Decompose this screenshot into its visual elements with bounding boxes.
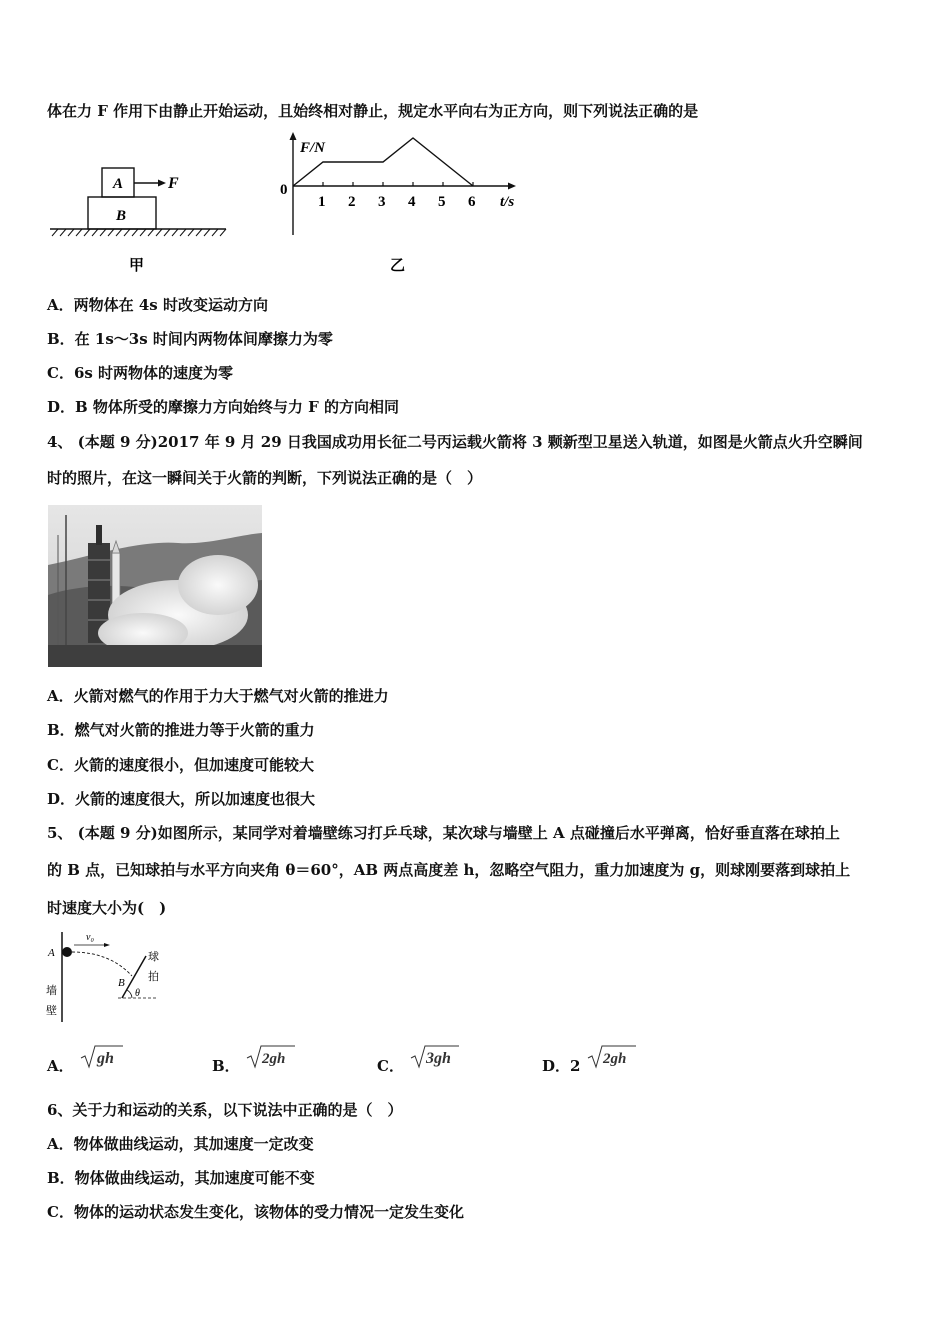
tick-label: 6 [468,194,476,210]
option-b: B．燃气对火箭的推进力等于火箭的重力 [47,721,315,739]
racket-label: 球 [148,950,159,963]
option-d [542,1043,636,1075]
option-b: B．在 1s～3s 时间内两物体间摩擦力为零 [47,330,333,348]
figure-caption-jia: 甲 [129,256,145,274]
force-label: F [168,175,179,192]
option-b [212,1043,295,1075]
tick-label: 1 [318,194,326,210]
v0-label: v₀ [86,932,94,943]
question-5-line-1: 5、 (本题 9 分)如图所示，某同学对着墙壁练习打乒乓球，某次球与墙壁上 A 点碰撞后水平弹离，恰好垂直落在球拍上 [47,824,840,842]
block-b-label: B [116,208,127,224]
block-a-label: A [113,176,124,192]
option-c [377,1043,459,1075]
option-letter: D． [542,1057,571,1075]
option-a: A．火箭对燃气的作用于力大于燃气对火箭的推进力 [47,687,389,705]
option-c: C．火箭的速度很小，但加速度可能较大 [47,756,314,774]
question-4-line-2: 时的照片，在这一瞬间关于火箭的判断，下列说法正确的是（ ） [47,469,483,487]
option-d: D．火箭的速度很大，所以加速度也很大 [47,790,316,808]
ball [62,947,72,957]
y-axis-label: F/N [300,140,326,156]
question-6-line-1: 6、关于力和运动的关系，以下说法中正确的是（ ） [47,1101,403,1119]
option-c: C．6s 时两物体的速度为零 [47,364,234,382]
option-a [47,1043,123,1075]
radicand: 2gh [261,1051,286,1067]
question-text-line: 体在力 F 作用下由静止开始运动，且始终相对静止，规定水平向右为正方向，则下列说法正确的是 [47,102,699,120]
tick-label: 2 [348,194,356,210]
point-b-label: B [118,977,125,989]
racket [122,956,146,998]
y-axis-arrow [290,132,297,140]
sqrt-expression [79,1043,123,1071]
origin-label: 0 [280,182,288,198]
question-4-line-1: 4、 (本题 9 分)2017 年 9 月 29 日我国成功用长征二号丙运载火箭将 3 颗新型卫星送入轨道，如图是火箭点火升空瞬间 [47,433,863,451]
wall-label: 壁 [46,1004,57,1017]
point-a-label: A [48,947,55,959]
option-a: A．物体做曲线运动，其加速度一定改变 [47,1135,314,1153]
trajectory [72,952,132,976]
question-5-line-3: 时速度大小为( ) [47,899,167,917]
sqrt-expression [245,1043,295,1071]
wall-label: 墙 [46,984,57,997]
rocket-launch-photo [48,505,262,667]
figure-ball-racket [40,928,170,1023]
tick-label: 3 [378,194,386,210]
option-a: A．两物体在 4s 时改变运动方向 [47,296,268,314]
radicand: 3gh [426,1050,452,1067]
sqrt-expression [586,1043,636,1071]
racket-label: 拍 [148,970,159,983]
option-b: B．物体做曲线运动，其加速度可能不变 [47,1169,315,1187]
figure-caption-yi: 乙 [390,256,406,274]
tick-label: 4 [408,194,416,210]
x-axis-label: t/s [500,194,515,210]
sqrt-expression [409,1043,459,1071]
ground-hatch [52,229,226,236]
radicand: gh [96,1050,114,1067]
figure-block-diagram [40,160,240,280]
figure-force-time-graph [270,130,540,280]
question-5-line-2: 的 B 点，已知球拍与水平方向夹角 θ＝60°，AB 两点高度差 h，忽略空气阻力，重力加速度为 g，则球刚要落到球拍上 [47,861,851,879]
theta-label: θ [135,988,140,999]
option-d: D．B 物体所受的摩擦力方向始终与力 F 的方向相同 [47,398,400,416]
radicand: 2gh [602,1051,627,1067]
tick-label: 5 [438,194,446,210]
coefficient: 2 [570,1057,581,1075]
x-axis-arrow [508,183,516,190]
option-c: C．物体的运动状态发生变化，该物体的受力情况一定发生变化 [47,1203,464,1221]
force-arrow-head [158,180,166,187]
option-letter: C． [377,1057,404,1075]
option-letter: A． [47,1057,74,1075]
option-letter: B． [212,1057,240,1075]
